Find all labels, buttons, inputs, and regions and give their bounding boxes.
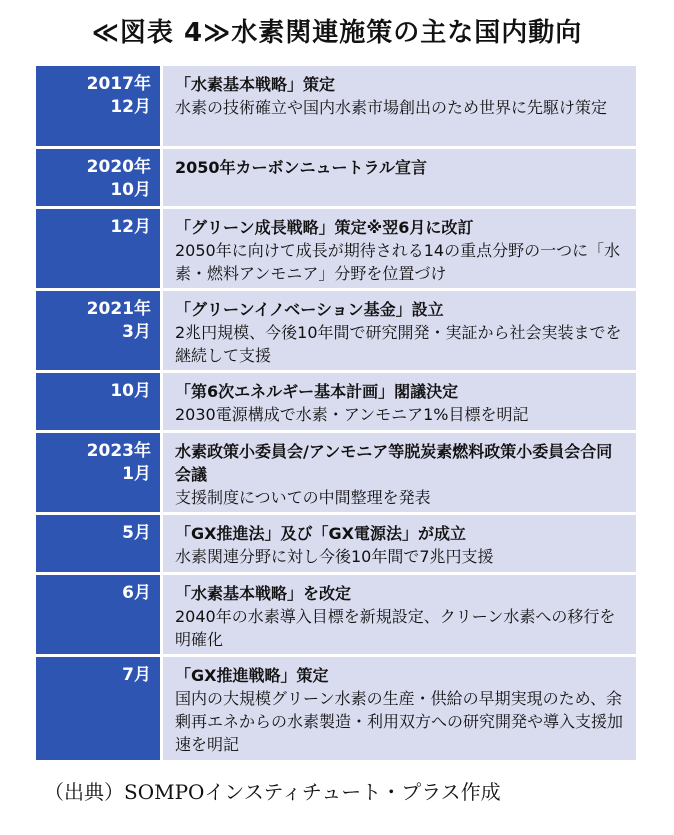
timeline-row xyxy=(36,373,636,433)
timeline-content xyxy=(163,66,636,146)
timeline-date xyxy=(36,66,163,146)
timeline-month: 1月 xyxy=(122,464,151,484)
timeline-month: 12月 xyxy=(110,97,151,117)
timeline-heading: 「第6次エネルギー基本計画」閣議決定 xyxy=(175,382,459,401)
timeline-heading: 「水素基本戦略」を改定 xyxy=(175,584,352,603)
timeline-content xyxy=(163,291,636,370)
timeline-description: 2兆円規模、今後10年間で研究開発・実証から社会実装までを継続して支援 xyxy=(175,323,622,365)
timeline-date xyxy=(36,433,163,512)
timeline-date xyxy=(36,291,163,370)
timeline-month: 6月 xyxy=(122,583,151,603)
timeline-row xyxy=(36,66,636,149)
timeline-row xyxy=(36,209,636,291)
timeline-row xyxy=(36,515,636,575)
figure-title: ≪図表 4≫水素関連施策の主な国内動向 xyxy=(91,18,583,48)
source-note: （出典）SOMPOインスティチュート・プラス作成 xyxy=(44,780,501,804)
timeline-year: 2023年 xyxy=(86,441,151,461)
timeline-content xyxy=(163,515,636,572)
policy-timeline-table xyxy=(36,66,636,760)
timeline-month: 10月 xyxy=(110,180,151,200)
timeline-month: 3月 xyxy=(122,322,151,342)
timeline-date xyxy=(36,575,163,654)
timeline-year: 2021年 xyxy=(86,299,151,319)
timeline-description: 水素の技術確立や国内水素市場創出のため世界に先駆け策定 xyxy=(175,98,608,117)
timeline-description: 2050年に向けて成長が期待される14の重点分野の一つに「水素・燃料アンモニア」分野を位置づけ xyxy=(175,241,621,283)
timeline-heading: 「グリーン成長戦略」策定※翌6月に改訂 xyxy=(175,218,474,237)
timeline-month: 10月 xyxy=(110,381,151,401)
timeline-heading: 2050年カーボンニュートラル宣言 xyxy=(175,158,428,177)
timeline-date xyxy=(36,209,163,288)
timeline-row xyxy=(36,575,636,657)
timeline-heading: 「グリーンイノベーション基金」設立 xyxy=(175,300,444,319)
timeline-date xyxy=(36,657,163,760)
timeline-heading: 水素政策小委員会/アンモニア等脱炭素燃料政策小委員会合同会議 xyxy=(175,442,613,484)
timeline-content xyxy=(163,373,636,430)
timeline-description: 2040年の水素導入目標を新規設定、クリーン水素への移行を明確化 xyxy=(175,607,616,649)
timeline-content xyxy=(163,149,636,206)
timeline-month: 5月 xyxy=(122,523,151,543)
timeline-date xyxy=(36,515,163,572)
timeline-content xyxy=(163,433,636,512)
timeline-description: 支援制度についての中間整理を発表 xyxy=(175,488,431,507)
timeline-row xyxy=(36,291,636,373)
timeline-month: 12月 xyxy=(110,217,151,237)
timeline-year: 2017年 xyxy=(86,74,151,94)
timeline-heading: 「水素基本戦略」策定 xyxy=(175,75,336,94)
timeline-month: 7月 xyxy=(122,665,151,685)
timeline-content xyxy=(163,209,636,288)
timeline-description: 水素関連分野に対し今後10年間で7兆円支援 xyxy=(175,547,494,566)
timeline-description: 2030電源構成で水素・アンモニア1%目標を明記 xyxy=(175,405,529,424)
timeline-row xyxy=(36,149,636,209)
timeline-content xyxy=(163,575,636,654)
timeline-heading: 「GX推進法」及び「GX電源法」が成立 xyxy=(175,524,466,543)
timeline-date xyxy=(36,373,163,430)
timeline-heading: 「GX推進戦略」策定 xyxy=(175,666,329,685)
timeline-content xyxy=(163,657,636,760)
timeline-date xyxy=(36,149,163,206)
timeline-year: 2020年 xyxy=(86,157,151,177)
timeline-row xyxy=(36,433,636,515)
timeline-description: 国内の大規模グリーン水素の生産・供給の早期実現のため、余剰再エネからの水素製造・利用双方への研究開発や導入支援加速を明記 xyxy=(175,689,624,754)
timeline-row xyxy=(36,657,636,760)
